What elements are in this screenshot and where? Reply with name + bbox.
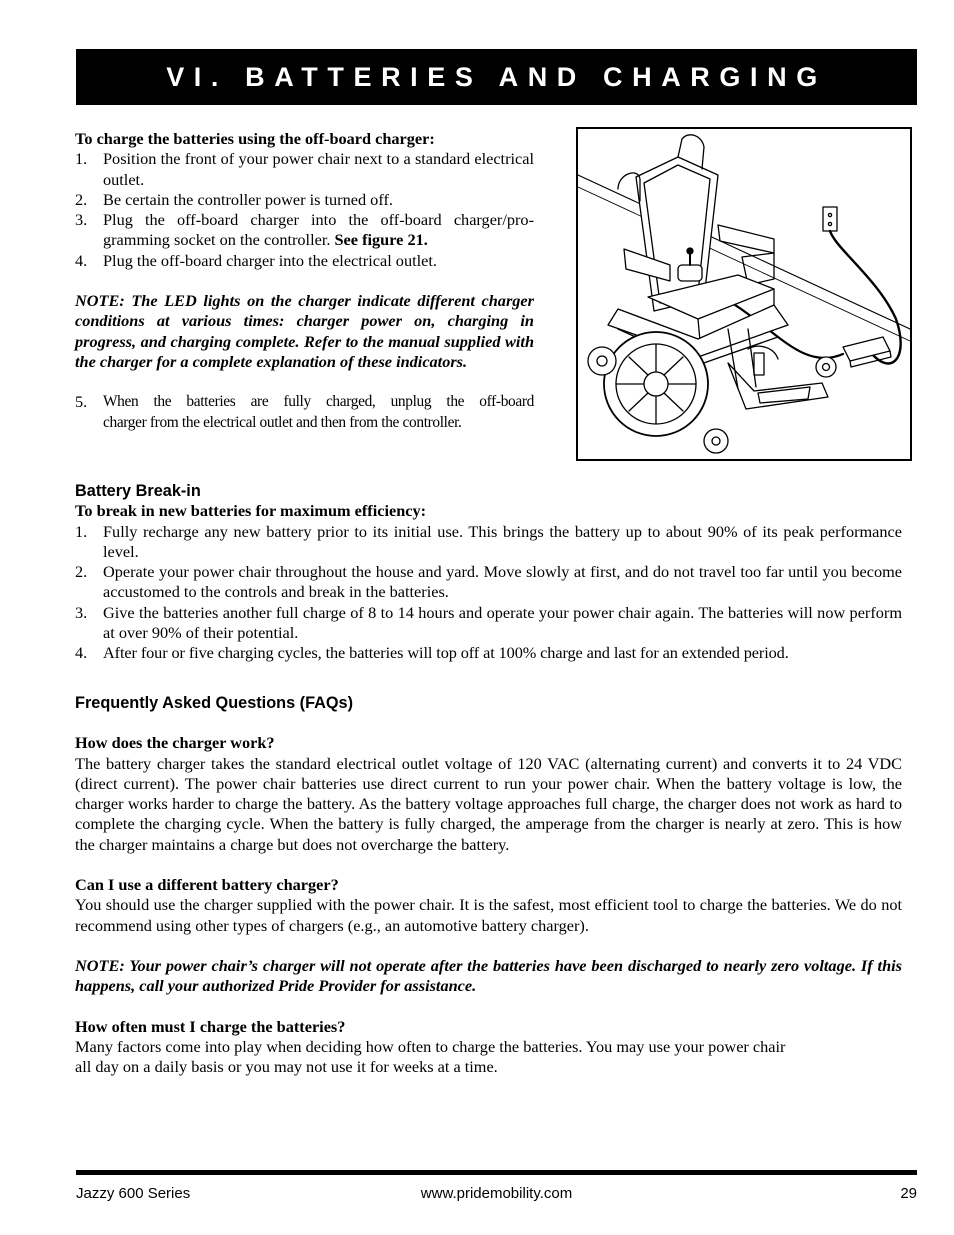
list-item — [75, 562, 902, 603]
caster-wheel-icon — [704, 429, 728, 453]
faq-question: How often must I charge the batteries? — [75, 1016, 346, 1036]
list-item — [75, 603, 902, 644]
section-header — [76, 49, 917, 105]
faq-title: Frequently Asked Questions (FAQs) — [75, 694, 354, 712]
faq-question: How does the charger work? — [75, 733, 275, 753]
step-number: 2. — [75, 562, 88, 582]
step-text-line: When the batteries are fully charged, unplug the off-board — [103, 393, 534, 411]
step-number: 2. — [75, 189, 88, 209]
list-item — [75, 522, 902, 563]
wall-outlet-icon — [823, 207, 837, 231]
list-item — [75, 190, 534, 210]
list-item — [75, 149, 534, 190]
step-text: Fully recharge any new battery prior to its initial use. This brings the battery up to about 90% of its peak performance level. — [103, 521, 902, 561]
charging-step-5 — [75, 392, 534, 433]
faq-question: Can I use a different battery charger? — [75, 875, 339, 895]
footer-website: www.pridemobility.com — [420, 1185, 573, 1202]
step-text — [103, 392, 534, 433]
joystick-controller-icon — [678, 265, 702, 281]
charging-instructions — [75, 129, 534, 433]
step-number: 3. — [75, 602, 88, 622]
step-number: 4. — [75, 250, 88, 270]
step-text: Give the batteries another full charge of 8 to 14 hours and operate your power chair again. The batteries will now perform at over 90% of their potential. — [103, 602, 902, 643]
section-title: VI. BATTERIES AND CHARGING — [166, 61, 827, 92]
faq-answer: You should use the charger supplied with the power chair. It is the safest, most efficient tool to charge the batteries. We do not recommend using other types of chargers (e.g., an automotive battery charger). — [75, 895, 902, 935]
list-item — [75, 643, 902, 663]
charger-discharge-note: NOTE: Your power chair’s charger will not operate after the batteries have been discharged to nearly zero voltage. If this happens, call your authorized Pride Provider for assistance. — [75, 955, 902, 996]
list-item — [75, 392, 534, 433]
footer-product-name: Jazzy 600 Series — [76, 1185, 191, 1202]
step-text-wrap — [103, 210, 534, 251]
faq-answer-line: all day on a daily basis or you may not use it for weeks at a time. — [75, 1057, 498, 1077]
break-in-steps — [75, 522, 902, 664]
list-item — [75, 210, 534, 251]
step-text: Plug the off-board charger into the off-board charger/pro-gramming socket on the controller. — [103, 210, 534, 250]
break-in-title: Battery Break-in — [75, 482, 201, 500]
break-in-heading: To break in new batteries for maximum efficiency: — [75, 501, 427, 521]
drive-wheel-icon — [604, 332, 708, 436]
list-item — [75, 251, 534, 271]
battery-break-in-section — [75, 481, 902, 664]
step-number: 1. — [75, 149, 88, 169]
faq-answer: The battery charger takes the standard electrical outlet voltage of 120 VAC (alternating current) and converts it to 24 VDC (direct current). The power chair batteries use direct current to run your power chair. When the battery voltage is low, the charger works harder to charge the battery. As the battery voltage approaches full charge, the charger does not work as hard to complete the charging cycle. When the battery is fully charged, the amperage from the charger is nearly at zero. This is how the charger maintains a charge but does not overcharge the battery. — [75, 753, 902, 854]
step-number: 5. — [75, 392, 88, 412]
step-text: Be certain the controller power is turned off. — [103, 189, 393, 209]
faq-answer — [75, 1037, 902, 1078]
step-text: After four or five charging cycles, the batteries will top off at 100% charge and last for an extended period. — [103, 643, 789, 663]
power-chair-illustration — [578, 129, 910, 459]
footer-divider — [76, 1170, 917, 1175]
charger-led-note: NOTE: The LED lights on the charger indicate different charger conditions at various times: charger power on, charging in progress, and charging complete. Refer to the manual supplied with the charger for a complete explanation of these indicators. — [75, 291, 534, 371]
step-text: Plug the off-board charger into the electrical outlet. — [103, 250, 437, 270]
charging-steps — [75, 149, 534, 271]
step-text: Position the front of your power chair next to a standard electrical outlet. — [103, 149, 534, 189]
step-number: 1. — [75, 521, 88, 541]
step-number: 3. — [75, 210, 88, 230]
charging-heading: To charge the batteries using the off-board charger: — [75, 129, 435, 148]
step-number: 4. — [75, 643, 88, 663]
step-text-line: charger from the electrical outlet and then from the controller. — [103, 413, 462, 431]
faq-answer-line: Many factors come into play when deciding how often to charge the batteries. You may use your power chair — [75, 1036, 786, 1056]
page-number: 29 — [900, 1185, 917, 1202]
figure-power-chair-charging — [576, 127, 912, 461]
step-text: Operate your power chair throughout the house and yard. Move slowly at first, and do not travel too far until you become accustomed to the controls and break in the batteries. — [103, 562, 902, 602]
figure-reference: See figure 21. — [334, 230, 428, 250]
faq-section — [75, 693, 902, 1077]
